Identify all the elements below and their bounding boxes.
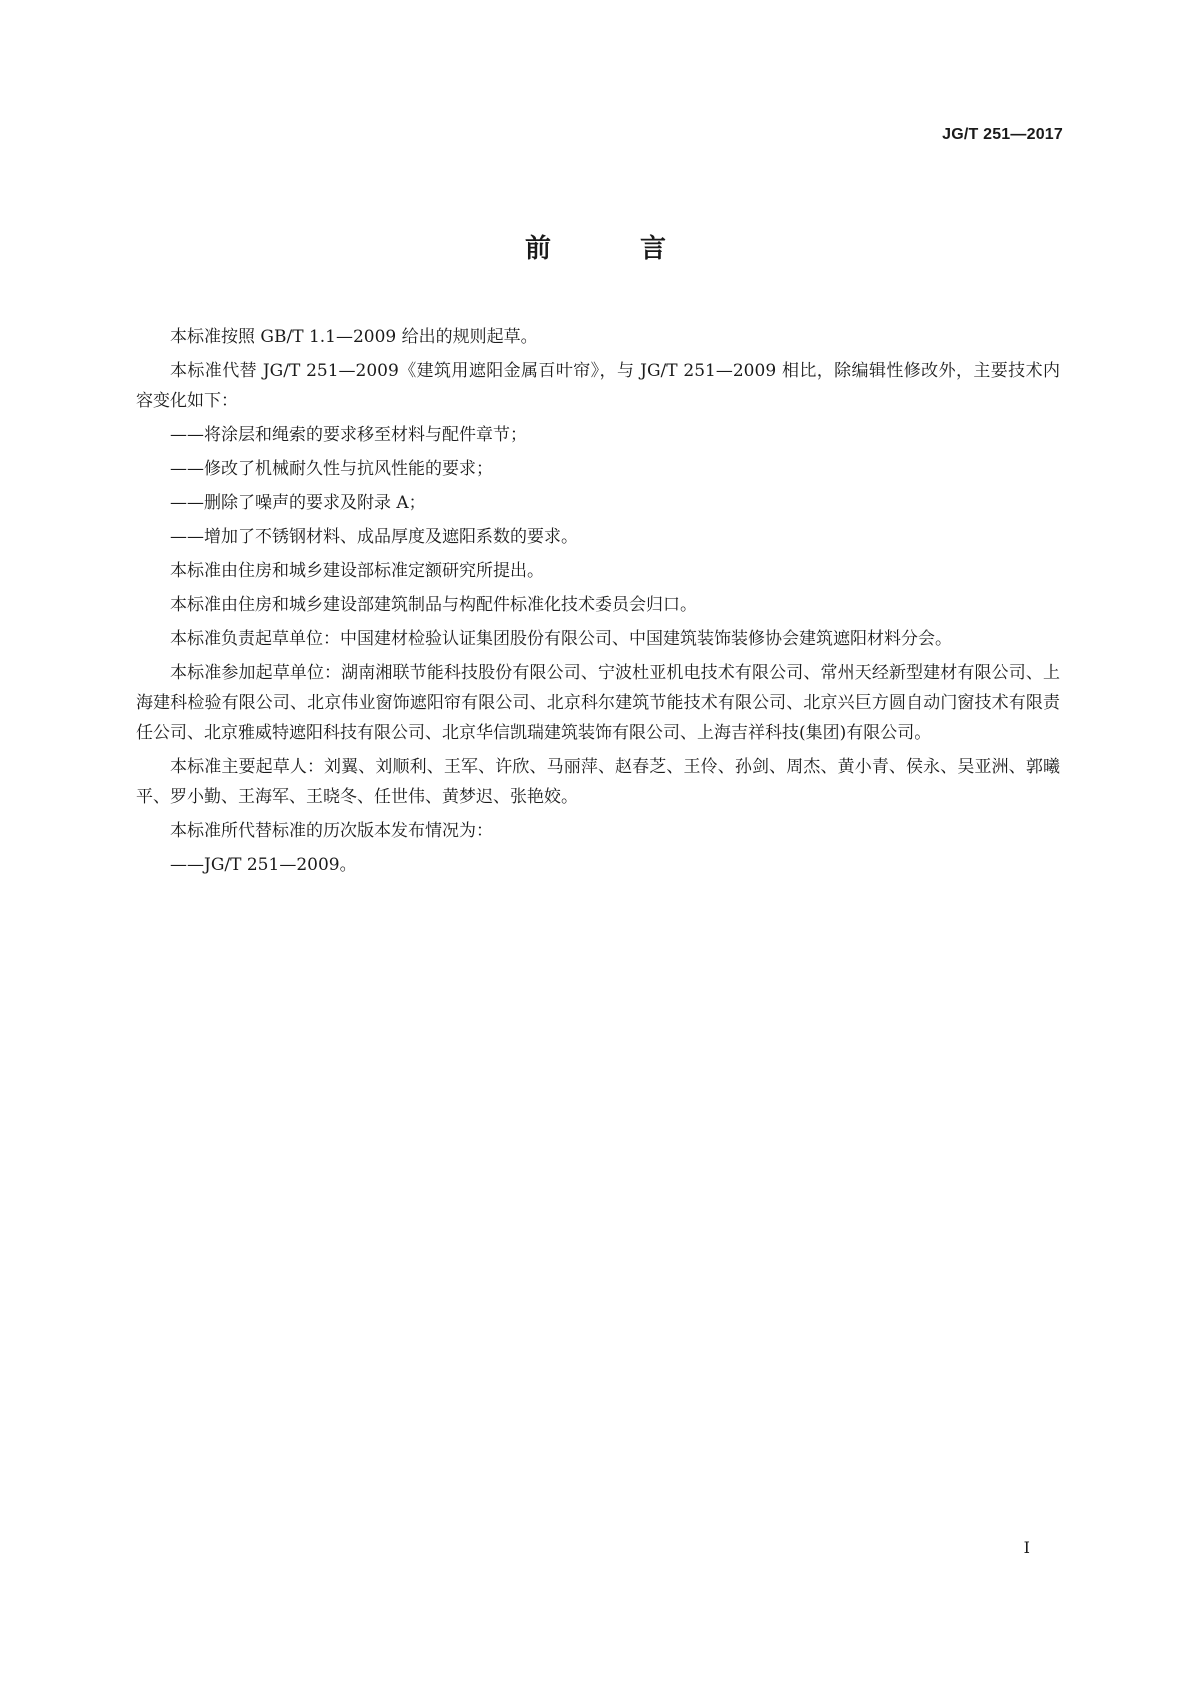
list-item: ——修改了机械耐久性与抗风性能的要求； [170,459,493,479]
page-number: I [1023,1538,1030,1557]
paragraph: 本标准所代替标准的历次版本发布情况为： [170,821,493,841]
paragraph: 本标准负责起草单位：中国建材检验认证集团股份有限公司、中国建筑装饰装修协会建筑遮阳材料分会。 [170,629,952,649]
paragraph: 本标准代替 JG/T 251—2009《建筑用遮阳金属百叶帘》，与 JG/T 251—2009 相比，除编辑性修改外，主要技术内容变化如下： [136,361,1060,411]
paragraph: 本标准由住房和城乡建设部建筑制品与构配件标准化技术委员会归口。 [170,595,697,615]
page-title: 前 言 [524,234,707,264]
list-item: ——删除了噪声的要求及附录 A； [170,493,426,513]
standard-number: JG/T 251—2017 [942,126,1063,143]
paragraph: 本标准按照 GB/T 1.1—2009 给出的规则起草。 [170,327,538,347]
list-item: ——JG/T 251—2009。 [170,855,357,875]
paragraph: 本标准主要起草人：刘翼、刘顺利、王军、许欣、马丽萍、赵春芝、王伶、孙剑、周杰、黄小青、侯永、吴亚洲、郭曦平、罗小勤、王海军、王晓冬、任世伟、黄梦迟、张艳姣。 [136,757,1060,807]
paragraph: 本标准由住房和城乡建设部标准定额研究所提出。 [170,561,544,581]
paragraph: 本标准参加起草单位：湖南湘联节能科技股份有限公司、宁波杜亚机电技术有限公司、常州天经新型建材有限公司、上海建科检验有限公司、北京伟业窗饰遮阳帘有限公司、北京科尔建筑节能技术有限公司、北京兴巨方圆自动门窗技术有限责任公司、北京雅威特遮阳科技有限公司、北京华信凯瑞建筑装饰有限公司、上海吉祥科技(集团)有限公司。 [136,663,1060,743]
foreword-body [136,322,1060,880]
list-item: ——增加了不锈钢材料、成品厚度及遮阳系数的要求。 [170,527,578,547]
list-item: ——将涂层和绳索的要求移至材料与配件章节； [170,425,527,445]
